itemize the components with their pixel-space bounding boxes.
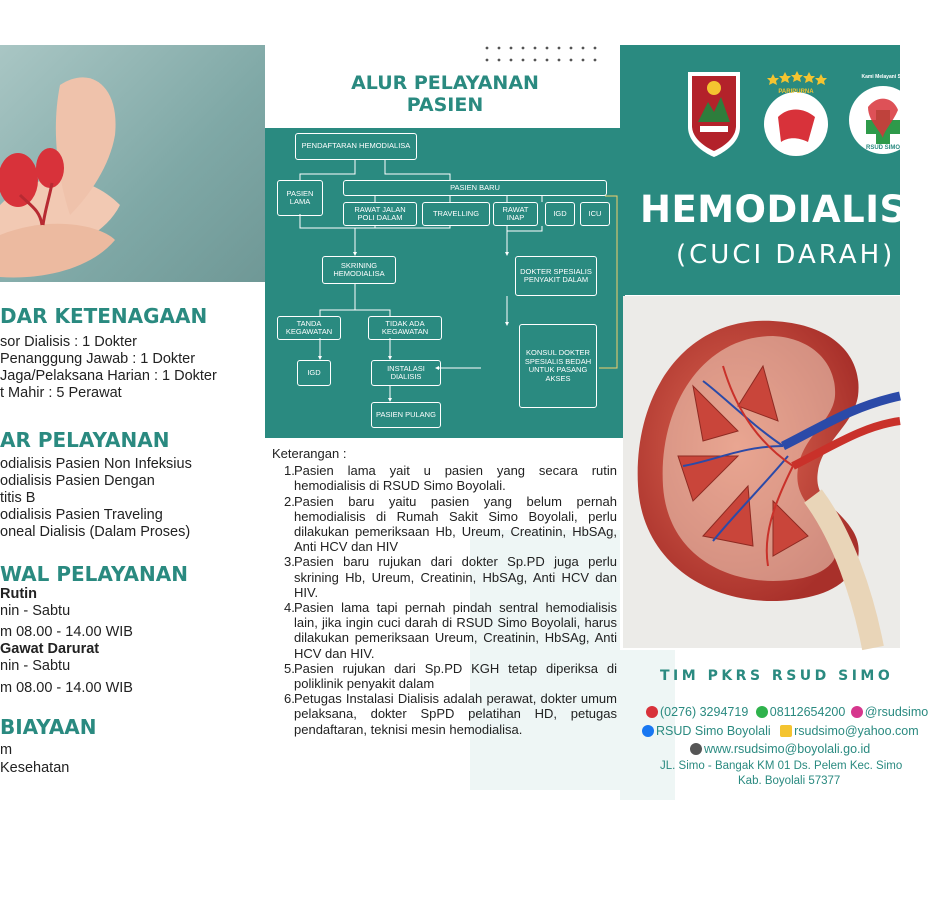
team-heading: TIM PKRS RSUD SIMO <box>660 668 894 684</box>
item-text: Pasien lama tapi pernah pindah sentral hemodialisis lain, jika ingin cuci darah di RSUD Simo Boyolali, harus dilakukan pemeriksaan Ureum, Creatinin, HbSAg, Anti HCV dan HIV. <box>294 600 617 661</box>
address-line-1: JL. Simo - Bangak KM 01 Ds. Pelem Kec. Simo <box>660 760 903 772</box>
website-link[interactable]: www.rsudsimo@boyolali.go.id <box>704 742 871 756</box>
decorative-dots <box>484 44 604 64</box>
section-title-pelayanan: AR PELAYANAN <box>0 428 170 452</box>
boyolali-logo-icon <box>688 72 740 157</box>
flow-box-igd-top: IGD <box>545 202 575 226</box>
item-number: 4. <box>284 600 295 616</box>
contact-row-1 <box>646 705 928 719</box>
address-line-2: Kab. Boyolali 57377 <box>738 775 841 787</box>
jadwal-line: m 08.00 - 14.00 WIB <box>0 680 133 696</box>
contact-row-3 <box>690 742 870 756</box>
keterangan-list <box>272 463 617 737</box>
item-text: Pasien baru rujukan dari dokter Sp.PD juga perlu skrining Hb, Ureum, Creatinin, HbSAg, Anti HCV dan HIV. <box>294 554 617 600</box>
ketenagaan-line: sor Dialisis : 1 Dokter <box>0 334 137 350</box>
email-icon <box>780 725 792 737</box>
jadwal-subtitle: Gawat Darurat <box>0 641 100 657</box>
flow-box-igd-bottom: IGD <box>297 360 331 386</box>
section-title-pembiayaan: BIAYAAN <box>0 715 97 739</box>
section-title-jadwal: WAL PELAYANAN <box>0 562 188 586</box>
rsud-simo-arc: Kami Melayani Seperti <box>861 74 915 80</box>
flowchart <box>265 128 625 438</box>
item-number: 1. <box>284 463 295 479</box>
ketenagaan-line: Jaga/Pelaksana Harian : 1 Dokter <box>0 368 217 384</box>
item-text: Pasien baru yaitu pasien yang belum pernah hemodialisis di Rumah Sakit Simo Boyolali, perlu dilakukan pemeriksaan Hb, Ureum, Creatinin, HbSAg, Anti HCV dan HIV <box>294 493 617 555</box>
flow-title <box>265 72 625 116</box>
flow-box-konsul: KONSUL DOKTER SPESIALIS BEDAH UNTUK PASANG AKSES <box>519 324 597 408</box>
pelayanan-line: odialisis Pasien Dengan <box>0 473 155 489</box>
flow-box-icu: ICU <box>580 202 610 226</box>
item-number: 6. <box>284 691 295 707</box>
pembiayaan-line: Kesehatan <box>0 760 70 776</box>
paripurna-logo-icon <box>764 71 828 156</box>
flow-box-instalasi: INSTALASI DIALISIS <box>371 360 441 386</box>
flow-box-pasien-lama: PASIEN LAMA <box>277 180 323 216</box>
pelayanan-line: odialisis Pasien Traveling <box>0 507 163 523</box>
phone-number[interactable]: (0276) 3294719 <box>660 705 749 719</box>
flow-box-tanda-kegawatan: TANDA KEGAWATAN <box>277 316 341 340</box>
keterangan <box>272 446 617 737</box>
contact-row-2 <box>642 724 919 738</box>
hands-kidney-photo <box>0 45 265 282</box>
jadwal-line: m 08.00 - 14.00 WIB <box>0 624 133 640</box>
brochure-subtitle: (CUCI DARAH) <box>676 240 896 270</box>
item-text: Petugas Instalasi Dialisis adalah perawat, dokter umum pelaksana, dokter SpPD pelatihan HD, petugas pendaftaran, teknisi mesin hemodialisa. <box>294 691 617 737</box>
pelayanan-line: titis B <box>0 490 36 506</box>
keterangan-item <box>272 691 617 737</box>
item-number: 2. <box>284 493 295 509</box>
flow-box-pasien-pulang: PASIEN PULANG <box>371 402 441 428</box>
keterangan-item <box>272 494 617 555</box>
phone-icon <box>646 706 658 718</box>
item-number: 3. <box>284 554 295 570</box>
item-number: 5. <box>284 660 295 676</box>
flow-box-rawat-inap: RAWAT INAP <box>493 202 538 226</box>
kidney-illustration <box>623 296 900 648</box>
keterangan-item <box>272 661 617 691</box>
instagram-icon <box>851 706 863 718</box>
flow-box-pendaftaran: PENDAFTARAN HEMODIALISA <box>295 133 417 160</box>
paripurna-caption: PARIPURNA <box>778 89 814 95</box>
pelayanan-line: odialisis Pasien Non Infeksius <box>0 456 192 472</box>
instagram-handle[interactable]: @rsudsimo <box>864 705 929 719</box>
flow-title-line1: ALUR PELAYANAN <box>351 72 539 94</box>
ketenagaan-line: Penanggung Jawab : 1 Dokter <box>0 351 196 367</box>
rsud-simo-caption: RSUD SIMO <box>865 145 901 151</box>
rsud-simo-logo-icon <box>849 74 917 154</box>
section-title-ketenagaan: DAR KETENAGAAN <box>0 304 208 328</box>
flow-box-rawat-jalan: RAWAT JALAN POLI DALAM <box>343 202 417 226</box>
jadwal-line: nin - Sabtu <box>0 603 71 619</box>
item-text: Pasien lama yait u pasien yang secara rutin hemodialisis di RSUD Simo Boyolali. <box>294 463 617 494</box>
whatsapp-icon <box>756 706 768 718</box>
keterangan-item <box>272 600 617 661</box>
facebook-icon <box>642 725 654 737</box>
email-address[interactable]: rsudsimo@yahoo.com <box>794 724 919 738</box>
pembiayaan-line: m <box>0 742 13 758</box>
logos <box>683 62 913 162</box>
item-text: Pasien rujukan dari Sp.PD KGH tetap diperiksa di poliklinik penyakit dalam <box>294 660 617 692</box>
pelayanan-line: oneal Dialisis (Dalam Proses) <box>0 524 191 540</box>
keterangan-item <box>272 554 617 600</box>
flow-box-dokter-spesialis: DOKTER SPESIALIS PENYAKIT DALAM <box>515 256 597 296</box>
jadwal-line: nin - Sabtu <box>0 658 71 674</box>
keterangan-heading: Keterangan : <box>272 446 347 461</box>
flow-box-pasien-baru: PASIEN BARU <box>343 180 607 196</box>
flow-box-tidak-ada-kegawatan: TIDAK ADA KEGAWATAN <box>368 316 442 340</box>
flow-box-skrining: SKRINING HEMODIALISA <box>322 256 396 284</box>
jadwal-subtitle: Rutin <box>0 586 38 602</box>
flow-title-line2: PASIEN <box>406 94 484 116</box>
facebook-page[interactable]: RSUD Simo Boyolali <box>656 724 771 738</box>
brochure-title: HEMODIALISIS <box>640 188 948 231</box>
keterangan-item <box>272 463 617 493</box>
ketenagaan-line: t Mahir : 5 Perawat <box>0 385 122 401</box>
flow-box-travelling: TRAVELLING <box>422 202 490 226</box>
whatsapp-number[interactable]: 08112654200 <box>769 705 846 719</box>
globe-icon <box>690 743 702 755</box>
